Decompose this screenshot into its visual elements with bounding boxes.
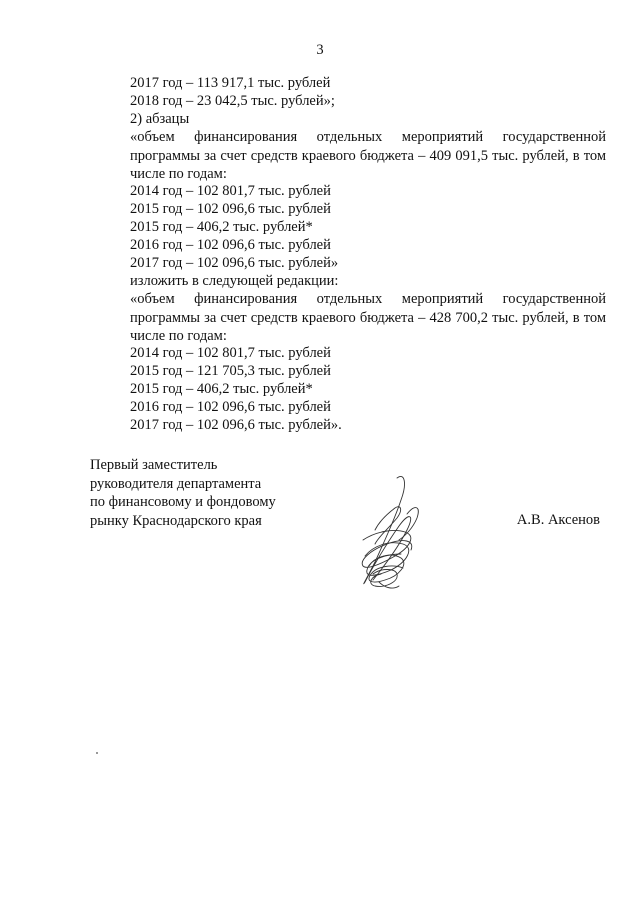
- budget-line-2017: 2017 год – 113 917,1 тыс. рублей: [130, 75, 331, 91]
- handwritten-signature: [345, 470, 435, 595]
- new-year-2015-extra: 2015 год – 406,2 тыс. рублей*: [130, 381, 313, 397]
- new-financing-paragraph: [90, 290, 606, 346]
- signatory-title-line: руководителя департамента: [90, 475, 262, 492]
- signatory-name: А.В. Аксенов: [516, 512, 600, 528]
- old-year-2015-extra: 2015 год – 406,2 тыс. рублей*: [130, 219, 313, 235]
- new-year-2016: 2016 год – 102 096,6 тыс. рублей: [130, 399, 331, 415]
- page-number: 3: [316, 42, 324, 58]
- old-financing-paragraph: [90, 128, 606, 184]
- new-year-2015: 2015 год – 121 705,3 тыс. рублей: [130, 363, 331, 379]
- scan-mark: [96, 752, 98, 754]
- old-year-2017: 2017 год – 102 096,6 тыс. рублей»: [130, 255, 339, 271]
- change-note: изложить в следующей редакции:: [130, 273, 339, 289]
- old-financing-text: «объем финансирования отдельных мероприятий государственной программы за счет средств краевого бюджета – 409 091,5 тыс. рублей, в том числе по годам:: [130, 129, 606, 182]
- old-year-2016: 2016 год – 102 096,6 тыс. рублей: [130, 237, 331, 253]
- signatory-title-line: рынку Краснодарского края: [90, 512, 262, 529]
- signatory-title-line: по финансовому и фондовому: [90, 494, 276, 510]
- signatory-title: [90, 456, 276, 530]
- budget-line-2018: 2018 год – 23 042,5 тыс. рублей»;: [130, 93, 335, 109]
- new-financing-text: «объем финансирования отдельных мероприятий государственной программы за счет средств краевого бюджета – 428 700,2 тыс. рублей, в том числе по годам:: [130, 291, 606, 344]
- old-year-2015: 2015 год – 102 096,6 тыс. рублей: [130, 201, 331, 217]
- old-year-2014: 2014 год – 102 801,7 тыс. рублей: [130, 183, 331, 199]
- signatory-title-line: Первый заместитель: [90, 457, 218, 473]
- item-2-paragraphs: 2) абзацы: [130, 111, 190, 127]
- new-year-2014: 2014 год – 102 801,7 тыс. рублей: [130, 345, 331, 361]
- new-year-2017: 2017 год – 102 096,6 тыс. рублей».: [130, 417, 342, 433]
